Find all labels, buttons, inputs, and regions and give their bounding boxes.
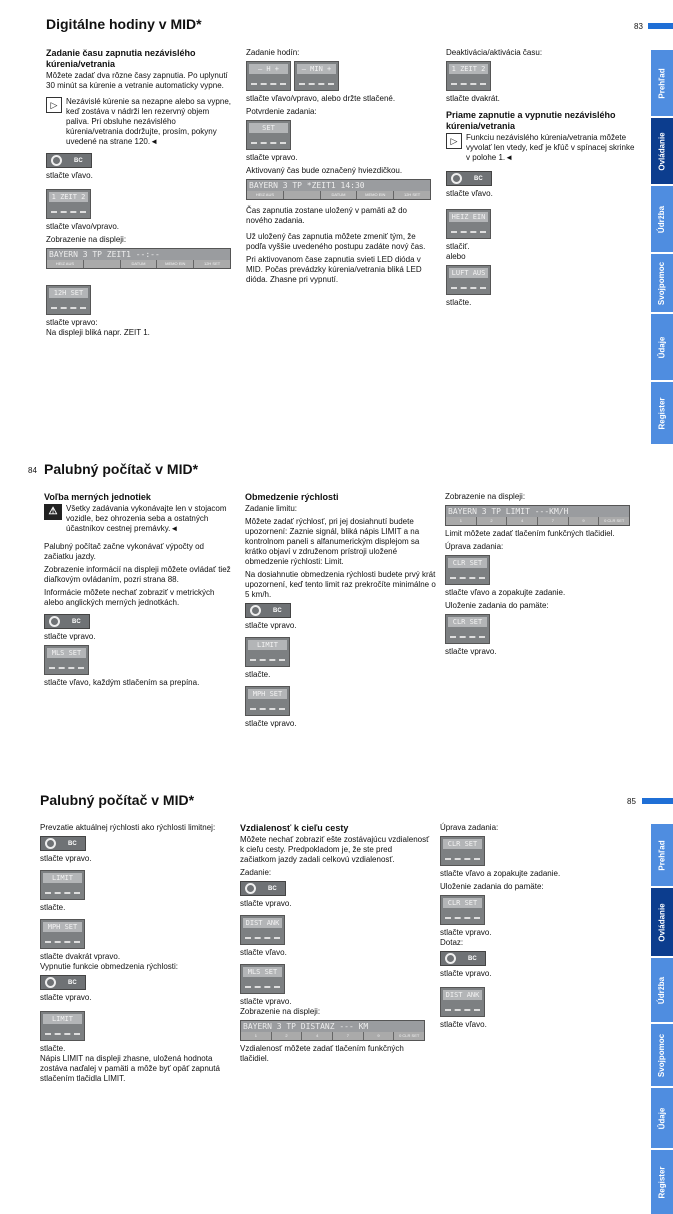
page-number-bar bbox=[642, 798, 673, 804]
column-2 bbox=[240, 823, 430, 1067]
limit-button[interactable] bbox=[245, 637, 290, 667]
button-pair bbox=[246, 61, 434, 91]
softkey: 7 bbox=[538, 517, 568, 525]
instruction: stlačte vľavo. bbox=[440, 1020, 487, 1029]
paragraph: Nápis LIMIT na displeji zhasne, uložená hodnota zostáva naďalej v pamäti a môže byť opäť zapnutá stlačením tlačidla LIMIT. bbox=[40, 1054, 220, 1083]
softkey: DATUM bbox=[321, 191, 357, 199]
button-label: LIMIT bbox=[43, 873, 82, 883]
softkey: 1 bbox=[241, 1032, 271, 1040]
softkey: 12H SET bbox=[394, 191, 430, 199]
section-heading: Obmedzenie rýchlosti bbox=[245, 492, 339, 502]
column-1 bbox=[44, 492, 234, 691]
mid-display bbox=[246, 179, 431, 200]
button-divider bbox=[299, 83, 334, 85]
bc-label: BC bbox=[68, 840, 77, 847]
paragraph: Na displeji bliká napr. ZEIT 1. bbox=[46, 328, 150, 337]
tab-prehlad[interactable] bbox=[651, 50, 673, 116]
button-divider bbox=[450, 577, 485, 579]
dial-icon bbox=[250, 605, 261, 616]
button-divider bbox=[45, 892, 80, 894]
mid-display bbox=[445, 505, 630, 526]
tab-label: Register bbox=[657, 1165, 667, 1199]
bc-knob-button[interactable] bbox=[40, 975, 86, 990]
button-label: CLR SET bbox=[443, 839, 482, 849]
clr-set-button[interactable] bbox=[445, 614, 490, 644]
clr-set-button[interactable] bbox=[440, 895, 485, 925]
softkey: 9 bbox=[569, 517, 599, 525]
button-label: LIMIT bbox=[43, 1014, 82, 1024]
instruction: stlačte vľavo/vpravo, alebo držte stlačené. bbox=[246, 94, 396, 103]
bc-knob-button[interactable] bbox=[245, 603, 291, 618]
instruction: stlačte. bbox=[40, 1044, 66, 1053]
dial-icon bbox=[45, 838, 56, 849]
warning-note bbox=[44, 504, 234, 534]
section-heading: Priame zapnutie a vypnutie nezávislého kúrenia/vetrania bbox=[446, 110, 616, 131]
paragraph: Môžete zadať rýchlosť, pri jej dosiahnutí budete upozornení: Zaznie signál, bliká nápis LIMIT a na kontrolnom paneli s alfanumerickým displejom sa krátko objaví v združenom prístroji uložené obmedzenie rýchlosti: Limit. bbox=[245, 517, 420, 566]
page-83 bbox=[0, 0, 673, 444]
page-title: Digitálne hodiny v MID* bbox=[46, 16, 202, 32]
display-label: Zobrazenie na displeji: bbox=[240, 1007, 321, 1016]
instruction: stlačte vpravo. bbox=[40, 854, 92, 863]
bc-knob-button[interactable] bbox=[40, 836, 86, 851]
softkey: 0 CLR SET bbox=[599, 517, 629, 525]
button-label: MLS SET bbox=[243, 967, 282, 977]
page-number-bar bbox=[648, 23, 673, 29]
button-label: – H + bbox=[249, 64, 288, 74]
instruction: stlačte vpravo. bbox=[246, 153, 298, 162]
softkey bbox=[84, 260, 120, 268]
button-label: MPH SET bbox=[248, 689, 287, 699]
button-divider bbox=[245, 986, 280, 988]
button-divider bbox=[445, 1009, 480, 1011]
instruction: stlačte vpravo: bbox=[46, 318, 98, 327]
instruction: stlačte vľavo. bbox=[446, 189, 493, 198]
tab-udrzba[interactable] bbox=[651, 958, 673, 1022]
paragraph: Pri aktivovanom čase zapnutia svieti LED dióda v MID. Počas prevádzky kúrenia/vetrania bliká LED dióda. Zhasne pri vypnutí. bbox=[246, 255, 422, 284]
button-label: MLS SET bbox=[47, 648, 86, 658]
softkey: HEIZ AUS bbox=[47, 260, 83, 268]
instruction: stlačte vľavo. bbox=[240, 948, 287, 957]
tab-label: Register bbox=[657, 396, 667, 430]
instruction: stlačte vpravo. bbox=[240, 997, 292, 1006]
button-divider bbox=[451, 83, 486, 85]
bc-label: BC bbox=[68, 979, 77, 986]
paragraph: Aktivovaný čas bude označený hviezdičkou. bbox=[246, 166, 403, 175]
heiz-ein-button[interactable] bbox=[446, 209, 491, 239]
mid-display bbox=[46, 248, 231, 269]
button-divider bbox=[450, 636, 485, 638]
tab-label: Údržba bbox=[657, 205, 667, 233]
softkey: 4 bbox=[507, 517, 537, 525]
info-note bbox=[446, 133, 638, 163]
instruction: stlačte vľavo a zopakujte zadanie. bbox=[440, 869, 561, 878]
instruction: stlačte vpravo. bbox=[445, 647, 497, 656]
softkey: DATUM bbox=[121, 260, 157, 268]
bc-label: BC bbox=[268, 885, 277, 892]
dial-icon bbox=[451, 173, 462, 184]
paragraph: Už uložený čas zapnutia môžete zmeniť tým, že podľa vyššie uvedeného postupu zadáte nový čas. bbox=[246, 232, 426, 251]
paragraph: Môžete nechať zobraziť ešte zostávajúcu vzdialenosť k cieľu cesty. Predpokladom je, že ste pred začiatkom jazdy zadali celkovú vzdialenosť. bbox=[240, 835, 430, 864]
button-divider bbox=[245, 937, 280, 939]
paragraph: Limit môžete zadať tlačením funkčných tlačidiel. bbox=[445, 529, 615, 538]
section-heading: Voľba merných jednotiek bbox=[44, 492, 151, 502]
instruction: stlačte vpravo. bbox=[440, 928, 492, 937]
button-divider bbox=[451, 231, 486, 233]
tab-label: Prehľad bbox=[657, 839, 667, 871]
softkey: HEIZ AUS bbox=[247, 191, 283, 199]
instruction: alebo bbox=[446, 252, 466, 261]
page-number: 83 bbox=[634, 22, 643, 31]
display-label: Zobrazenie na displeji: bbox=[46, 235, 127, 244]
button-label: LUFT AUS bbox=[449, 268, 488, 278]
column-1 bbox=[46, 48, 234, 341]
softkey: 2 bbox=[477, 517, 507, 525]
button-divider bbox=[49, 667, 84, 669]
display-softkeys bbox=[47, 260, 230, 268]
tab-label: Ovládanie bbox=[657, 902, 667, 942]
side-tabs bbox=[651, 50, 673, 444]
label: Vypnutie funkcie obmedzenia rýchlosti: bbox=[40, 962, 178, 971]
bc-label: BC bbox=[72, 618, 81, 625]
display-label: Zobrazenie na displeji: bbox=[445, 492, 526, 501]
button-label: DIST ANK bbox=[243, 918, 282, 928]
page-number: 84 bbox=[28, 466, 37, 475]
hour-button[interactable] bbox=[246, 61, 291, 91]
clr-set-button[interactable] bbox=[440, 836, 485, 866]
softkey: 12H SET bbox=[194, 260, 230, 268]
column-2 bbox=[245, 492, 437, 732]
button-label: 12H SET bbox=[49, 288, 88, 298]
instruction: stlačte vpravo. bbox=[240, 899, 292, 908]
button-label: SET bbox=[249, 123, 288, 133]
display-top-line: BAYERN 3 TP DISTANZ --- KM bbox=[243, 1022, 369, 1031]
zeit-button[interactable] bbox=[46, 189, 91, 219]
display-softkeys bbox=[247, 191, 430, 199]
tab-label: Údaje bbox=[657, 336, 667, 358]
button-divider bbox=[445, 917, 480, 919]
tab-label: Prehľad bbox=[657, 67, 667, 99]
bc-label: BC bbox=[273, 607, 282, 614]
minute-button[interactable] bbox=[294, 61, 339, 91]
label: Dotaz: bbox=[440, 938, 464, 947]
luft-aus-button[interactable] bbox=[446, 265, 491, 295]
tab-label: Ovládanie bbox=[657, 131, 667, 171]
clr-set-button[interactable] bbox=[445, 555, 490, 585]
instruction: stlačte vľavo a zopakujte zadanie. bbox=[445, 588, 566, 597]
paragraph: Prevzatie aktuálnej rýchlosti ako rýchlosti limitnej: bbox=[40, 823, 216, 832]
dial-icon bbox=[49, 616, 60, 627]
12h-set-button[interactable] bbox=[46, 285, 91, 315]
mls-set-button[interactable] bbox=[44, 645, 89, 675]
button-label: 1 ZEIT 2 bbox=[49, 192, 88, 202]
instruction: stlačte dvakrát. bbox=[446, 94, 500, 103]
instruction: stlačte vľavo/vpravo. bbox=[46, 222, 120, 231]
paragraph: Čas zapnutia zostane uložený v pamäti až do nového zadania. bbox=[246, 206, 407, 225]
paragraph: Palubný počítač začne vykonávať výpočty od začiatku jazdy. bbox=[44, 542, 204, 561]
page-title: Palubný počítač v MID* bbox=[44, 461, 199, 477]
bc-knob-button[interactable] bbox=[44, 614, 90, 629]
button-divider bbox=[251, 83, 286, 85]
bc-label: BC bbox=[474, 175, 483, 182]
button-label: CLR SET bbox=[443, 898, 482, 908]
label: Zadanie limitu: bbox=[245, 504, 298, 513]
softkey: 4 bbox=[302, 1032, 332, 1040]
button-label: HEIZ EIN bbox=[449, 212, 488, 222]
info-triangle-icon: ▷ bbox=[446, 133, 462, 149]
tab-label: Údržba bbox=[657, 976, 667, 1004]
info-triangle-icon: ▷ bbox=[46, 97, 62, 113]
limit-button[interactable] bbox=[40, 1011, 85, 1041]
warning-icon: ⚠ bbox=[44, 504, 62, 520]
set-button[interactable] bbox=[246, 120, 291, 150]
instruction: stlačte vpravo. bbox=[245, 621, 297, 630]
softkey: 7 bbox=[333, 1032, 363, 1040]
button-divider bbox=[51, 307, 86, 309]
button-label: MPH SET bbox=[43, 922, 82, 932]
tab-label: Svojpomoc bbox=[657, 1033, 667, 1077]
button-divider bbox=[451, 287, 486, 289]
display-softkeys bbox=[241, 1032, 424, 1040]
tab-prehlad[interactable] bbox=[651, 824, 673, 886]
note-text: Nezávislé kúrenie sa nezapne alebo sa vypne, keď zostáva v nádrži len rezervný objem paliva. Pri obsluhe nezávislého kúrenia/vetrania dodržujte, prosím, pokyny uvedené na strane 120.◄ bbox=[66, 97, 231, 146]
paragraph: Môžete zadať dva rôzne časy zapnutia. Po uplynutí 30 minút sa kúrenie a vetranie automaticky vypne. bbox=[46, 71, 228, 90]
tab-svojpomoc[interactable] bbox=[651, 254, 673, 312]
label: Potvrdenie zadania: bbox=[246, 107, 317, 116]
instruction: stlačte vľavo, každým stlačením sa prepína. bbox=[44, 678, 200, 687]
button-label: LIMIT bbox=[248, 640, 287, 650]
section-heading: Zadanie času zapnutia nezávislého kúrenia/vetrania bbox=[46, 48, 196, 69]
bc-label: BC bbox=[74, 157, 83, 164]
display-top-line: BAYERN 3 TP ZEIT1 --:-- bbox=[49, 250, 160, 259]
tab-label: Údaje bbox=[657, 1107, 667, 1129]
button-label: 1 ZEIT 2 bbox=[449, 64, 488, 74]
instruction: stlačte vpravo. bbox=[40, 993, 92, 1002]
label: Uloženie zadania do pamäte: bbox=[440, 882, 544, 891]
tab-register[interactable] bbox=[651, 1150, 673, 1214]
column-1 bbox=[40, 823, 230, 1087]
softkey: 2 bbox=[272, 1032, 302, 1040]
label: Uloženie zadania do pamäte: bbox=[445, 601, 549, 610]
page-title: Palubný počítač v MID* bbox=[40, 792, 195, 808]
button-divider bbox=[445, 858, 480, 860]
mls-set-button[interactable] bbox=[240, 964, 285, 994]
tab-udaje[interactable] bbox=[651, 314, 673, 380]
label: Deaktivácia/aktivácia času: bbox=[446, 48, 543, 57]
softkey: 9 bbox=[364, 1032, 394, 1040]
column-3 bbox=[440, 823, 618, 1033]
tab-svojpomoc[interactable] bbox=[651, 1024, 673, 1086]
limit-button[interactable] bbox=[40, 870, 85, 900]
button-label: CLR SET bbox=[448, 558, 487, 568]
paragraph: Informácie môžete nechať zobraziť v metrických alebo anglických merných jednotkách. bbox=[44, 588, 215, 607]
tab-ovladanie[interactable] bbox=[651, 888, 673, 956]
bc-label: BC bbox=[468, 955, 477, 962]
dist-ank-button[interactable] bbox=[240, 915, 285, 945]
dial-icon bbox=[45, 977, 56, 988]
label: Zadanie hodín: bbox=[246, 48, 300, 57]
display-top-line: BAYERN 3 TP LIMIT ---KM/H bbox=[448, 507, 569, 516]
column-3 bbox=[446, 48, 638, 311]
display-top-line: BAYERN 3 TP *ZEIT1 14:30 bbox=[249, 181, 365, 190]
dial-icon bbox=[245, 883, 256, 894]
paragraph: Zobrazenie informácií na displeji môžete ovládať tiež diaľkovým ovládaním, pozri strana 88. bbox=[44, 565, 231, 584]
button-label: DIST ANK bbox=[443, 990, 482, 1000]
dial-icon bbox=[51, 155, 62, 166]
display-softkeys bbox=[446, 517, 629, 525]
label: Úprava zadania: bbox=[445, 542, 504, 551]
button-label: – MIN + bbox=[297, 64, 336, 74]
zeit-button[interactable] bbox=[446, 61, 491, 91]
instruction: stlačte vpravo. bbox=[44, 632, 96, 641]
page-number: 85 bbox=[627, 797, 636, 806]
note-text: Funkciu nezávislého kúrenia/vetrania môžete vyvolať len vtedy, keď je kľúč v spínacej skrinke v polohe 1.◄ bbox=[466, 133, 635, 162]
note-text: Všetky zadávania vykonávajte len v stojacom vozidle, bez ohrozenia seba a ostatných účastníkov cestnej premávky.◄ bbox=[66, 504, 227, 533]
bc-knob-button[interactable] bbox=[46, 153, 92, 168]
dist-ank-button[interactable] bbox=[440, 987, 485, 1017]
tab-ovladanie[interactable] bbox=[651, 118, 673, 184]
button-divider bbox=[51, 211, 86, 213]
tab-register[interactable] bbox=[651, 382, 673, 444]
mph-set-button[interactable] bbox=[245, 686, 290, 716]
tab-label: Svojpomoc bbox=[657, 261, 667, 305]
button-divider bbox=[250, 659, 285, 661]
instruction: stlačte vľavo. bbox=[46, 171, 93, 180]
section-heading: Vzdialenosť k cieľu cesty bbox=[240, 823, 349, 833]
info-note bbox=[46, 97, 234, 147]
softkey bbox=[284, 191, 320, 199]
instruction: stlačte vpravo. bbox=[245, 719, 297, 728]
instruction: stlačte dvakrát vpravo. bbox=[40, 952, 121, 961]
mid-display bbox=[240, 1020, 425, 1041]
paragraph: Vzdialenosť môžete zadať tlačením funkčných tlačidiel. bbox=[240, 1044, 404, 1063]
instruction: stlačiť. bbox=[446, 242, 470, 251]
instruction: stlačte. bbox=[446, 298, 472, 307]
paragraph: Na dosiahnutie obmedzenia rýchlosti budete prvý krát upozornení, keď tento limit raz prekročíte minimálne o 5 km/h. bbox=[245, 570, 436, 599]
tab-udrzba[interactable] bbox=[651, 186, 673, 252]
softkey: MEMO EIN bbox=[357, 191, 393, 199]
softkey: MEMO EIN bbox=[157, 260, 193, 268]
label: Úprava zadania: bbox=[440, 823, 499, 832]
button-label: CLR SET bbox=[448, 617, 487, 627]
bc-knob-button[interactable] bbox=[440, 951, 486, 966]
softkey: 1 bbox=[446, 517, 476, 525]
button-divider bbox=[250, 708, 285, 710]
button-divider bbox=[251, 142, 286, 144]
column-3 bbox=[445, 492, 639, 660]
instruction: stlačte vpravo. bbox=[440, 969, 492, 978]
tab-udaje[interactable] bbox=[651, 1088, 673, 1148]
button-divider bbox=[45, 1033, 80, 1035]
page-84 bbox=[0, 452, 673, 780]
bc-knob-button[interactable] bbox=[446, 171, 492, 186]
side-tabs bbox=[651, 824, 673, 1214]
page-85 bbox=[0, 786, 673, 1214]
instruction: stlačte. bbox=[245, 670, 271, 679]
column-2 bbox=[246, 48, 434, 288]
mph-set-button[interactable] bbox=[40, 919, 85, 949]
label: Zadanie: bbox=[240, 868, 272, 877]
instruction: stlačte. bbox=[40, 903, 66, 912]
bc-knob-button[interactable] bbox=[240, 881, 286, 896]
dial-icon bbox=[445, 953, 456, 964]
softkey: 0 CLR SET bbox=[394, 1032, 424, 1040]
button-divider bbox=[45, 941, 80, 943]
